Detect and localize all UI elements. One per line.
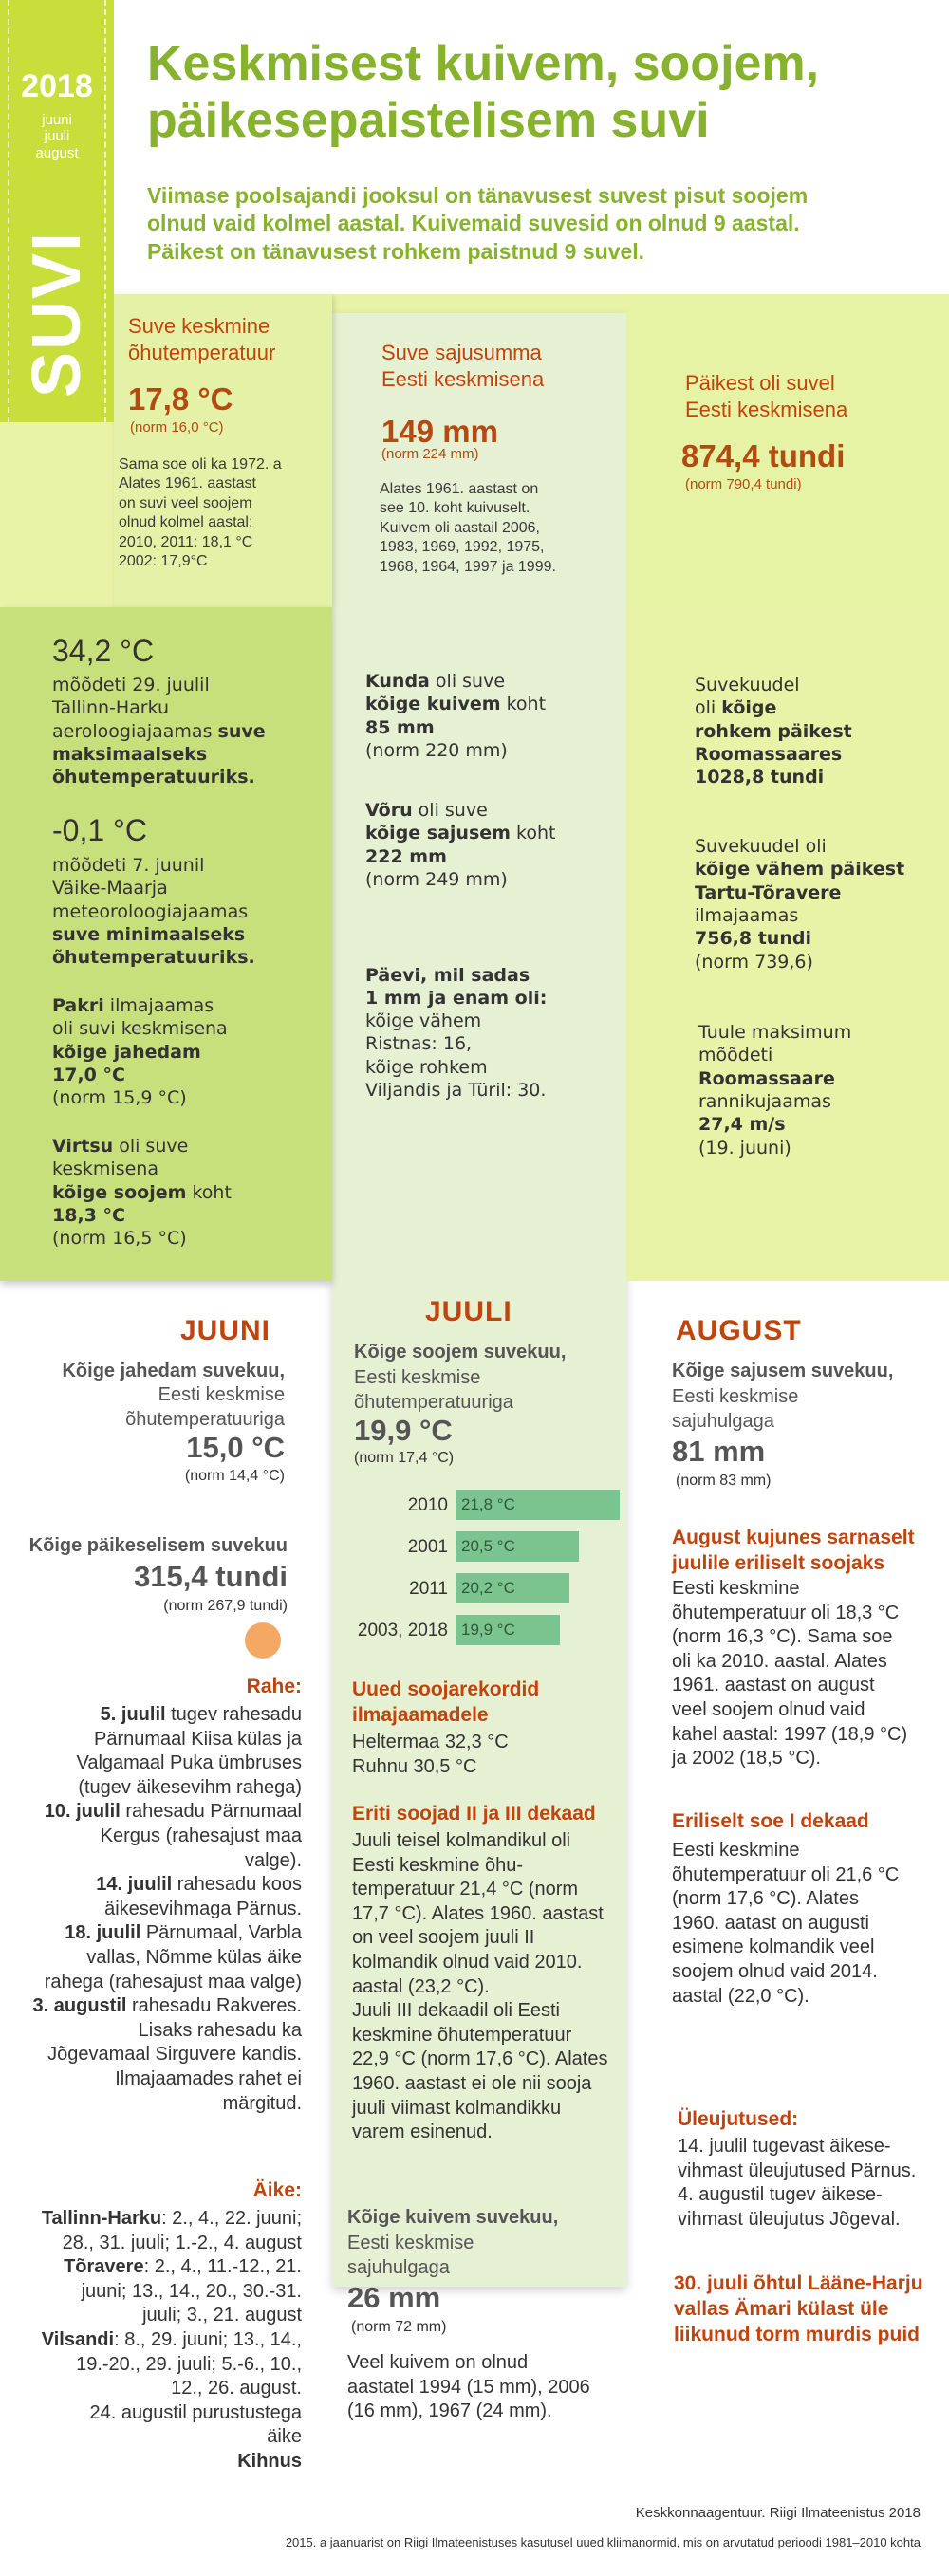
warmest-place-label: kõige soojem (52, 1181, 187, 1203)
hail-bold-2: 14. juulil (96, 1874, 173, 1896)
wettest-place: Võru (365, 800, 413, 821)
bar-value-label: 20,5 °C (461, 1537, 515, 1555)
thunder-text-2: : 8., 29. juuni; 13., 14., 19.-20., 29. juuli; 5.-6., 10., 12., 26. august. 24. augustil purustustega äike (76, 2328, 302, 2448)
june-cold-value: 15,0 °C (186, 1431, 285, 1464)
august-wet-sub: Eesti keskmise sajuhulgaga (672, 1386, 799, 1432)
hail-text (0, 1703, 302, 2116)
thunder-text (0, 2207, 302, 2474)
sun-heading: Päikest oli suvel Eesti keskmisena (685, 371, 848, 422)
wind-date: (19. juuni) (698, 1137, 791, 1158)
flood-heading: Üleujutused: (678, 2108, 799, 2130)
precip-norm: (norm 224 mm) (381, 446, 479, 462)
min-temp-text (52, 854, 327, 970)
coldest-place-norm: (norm 15,9 °C) (52, 1087, 187, 1109)
wettest-place-norm: (norm 249 mm) (365, 868, 508, 890)
bar (456, 1615, 560, 1645)
temperature-norm: (norm 16,0 °C) (130, 419, 224, 436)
norm-note: 2015. a jaanuarist on Riigi Ilmateenistuses kasutusel uued kliimanormid, mis on arvutatud perioodi 1981–2010 kohta (285, 2535, 921, 2549)
july-dry-value: 26 mm (347, 2281, 441, 2314)
bar-category-label: 2001 (407, 1537, 448, 1557)
wind-value: 27,4 m/s (698, 1114, 786, 1136)
driest-place: Kunda (365, 671, 430, 692)
wind-text-b: rannikujaamas (698, 1090, 831, 1112)
most-sun-text (695, 674, 941, 789)
driest-place-label: kõige kuivem (365, 694, 501, 715)
warmest-place-text-a: oli suve keskmisena (52, 1136, 189, 1180)
storm-text: 30. juuli õhtul Lääne-Harju vallas Ämari külast üle liikunud torm murdis puid (674, 2272, 923, 2345)
most-sun-label: kõige rohkem päikest Roomassaares 1028,8 tundi (695, 697, 852, 788)
most-sun-text-a: Suvekuudel oli (695, 675, 800, 719)
june-cold-heading: Kõige jahedam suvekuu, (62, 1361, 285, 1381)
min-temp-value: -0,1 °C (52, 813, 147, 847)
lead-text: Viimase poolsajandi jooksul on tänavusest suvest pisut soojem olnud vaid kolmel aastal. Kuivemaid suvesid on olnud 9 aastal. Päikest on tänavusest rohkem paistnud 9 suvel. (147, 183, 809, 264)
precip-note: Alates 1961. aastast on see 10. koht kuivuselt. Kuivem oli aastail 2006, 1983, 1969, 1992, 1975, 1968, 1964, 1997 ja 1999. (380, 481, 556, 575)
warmest-place-norm: (norm 16,5 °C) (52, 1228, 187, 1250)
thunder-bold-1: Tõravere (64, 2256, 144, 2278)
wind-text-a: Tuule maksimum mõõdeti (698, 1022, 852, 1066)
august-wet-value: 81 mm (672, 1435, 766, 1468)
bar (456, 1573, 569, 1603)
least-sun-text-b: ilmajaamas (695, 904, 799, 926)
hail-text-1: rahesadu Pärnumaal Kergus (rahesajust maa valge). (100, 1801, 302, 1871)
coldest-place-text-a: ilmajaamas oli suvi keskmisena (52, 995, 228, 1040)
august-wet-heading: Kõige sajusem suvekuu, (672, 1361, 894, 1381)
bar-value-label: 21,8 °C (461, 1495, 515, 1513)
thunder-text-1: : 2., 4., 11.-12., 21. juuni; 13., 14., 20., 30.-31. juuli; 3., 21. august (81, 2256, 302, 2326)
bar-category-label: 2003, 2018 (357, 1621, 448, 1640)
june-sun-norm: (norm 267,9 tundi) (163, 1598, 288, 1614)
thunder-text-0: : 2., 4., 22. juuni; 28., 31. juuli; 1.-2., 4. august (62, 2208, 302, 2253)
wettest-place-label: kõige sajusem (365, 823, 511, 844)
sun-icon (245, 1622, 281, 1659)
season-title: SUVI (19, 230, 95, 398)
max-temp-value: 34,2 °C (52, 634, 155, 668)
least-sun-text-a: Suvekuudel oli (695, 836, 827, 857)
hail-text-0: tugev rahesadu Pärnumaal Kiisa külas ja Valgamaal Puka ümbruses (tugev äikesevihm rahega) (76, 1704, 302, 1798)
coldest-place-label: kõige jahedam 17,0 °C (52, 1041, 201, 1085)
sun-value: 874,4 tundi (681, 438, 846, 473)
warmest-place-value: 18,3 °C (52, 1204, 125, 1226)
rain-days-text: kõige vähem Ristnas: 16, kõige rohkem Viljandis ja Türil: 30. (365, 1010, 547, 1101)
august-decade-text: Eesti keskmine õhutemperatuur oli 21,6 °C (norm 17,6 °C). Alates 1960. aatast on augusti esimene kolmandik veel soojem olnud vaid 2014. aastal (22,0 °C). (672, 1840, 900, 2007)
july-dry-sub: Eesti keskmise sajuhulgaga (347, 2233, 474, 2278)
months-label: juuni juuli august (35, 112, 79, 161)
sun-norm: (norm 790,4 tundi) (685, 476, 802, 492)
july-dry-heading: Kõige kuivem suvekuu, (347, 2207, 559, 2228)
july-warm-value: 19,9 °C (354, 1414, 453, 1447)
credit-text: Keskkonnaagentuur. Riigi Ilmateenistus 2018 (635, 2505, 921, 2521)
wettest-place-text-a: oli suve (418, 800, 488, 821)
thunder-bold-0: Tallinn-Harku (41, 2208, 162, 2229)
bar-value-label: 19,9 °C (461, 1621, 515, 1639)
warmest-place-text (52, 1135, 327, 1251)
bar-category-label: 2011 (409, 1579, 448, 1599)
warmest-place-text-b: koht (192, 1181, 232, 1203)
thunder-bold-2: Vilsandi (41, 2328, 115, 2350)
driest-place-norm: (norm 220 mm) (365, 739, 508, 761)
june-sun-value: 315,4 tundi (134, 1560, 288, 1593)
june-cold-sub: Eesti keskmise õhutemperatuuriga (125, 1384, 285, 1430)
july-decade-heading: Eriti soojad II ja III dekaad (352, 1803, 596, 1825)
bar (456, 1531, 579, 1562)
flood-text: 14. juulil tugevast äikese- vihmast üleujutused Pärnus. 4. augustil tugev äikese- vihmast üleujutus Jõgeval. (678, 2136, 917, 2230)
hail-text-2: rahesadu koos äikesevihmaga Pärnus. (104, 1874, 302, 1919)
hail-heading: Rahe: (246, 1676, 302, 1697)
hail-bold-4: 3. augustil (32, 1995, 127, 2017)
temperature-note: Sama soe oli ka 1972. a Alates 1961. aastast on suvi veel soojem olnud kolmel aastal: 2010, 2011: 18,1 °C 2002: 17,9°C (119, 456, 282, 570)
august-decade-heading: Eriliselt soe I dekaad (672, 1810, 869, 1832)
july-decade-text: Juuli teisel kolmandikul oli Eesti keskmine õhu- temperatuur 21,4 °C (norm 17,7 °C). Alates 1960. aastast on veel soojem juuli II kolmandik olnud vaid 2010. aastal (23,2 °C). Juuli III dekaadil oli Eesti keskmine õhutemperatuur 22,9 °C (norm 17,6 °C). Alates 1960. aastast ei ole nii sooja juuli viimast kolmandikku varem esinenud. (352, 1830, 608, 2143)
july-dry-text: Veel kuivem on olnud aastatel 1994 (15 mm), 2006 (16 mm), 1967 (24 mm). (347, 2352, 590, 2422)
min-temp-text-b: suve minimaalseks õhutemperatuuriks. (52, 923, 255, 969)
warm-july-chart (342, 1490, 617, 1670)
warmest-place: Virtsu (52, 1136, 114, 1157)
hail-bold-1: 10. juulil (44, 1801, 121, 1823)
thunder-bold-3: Kihnus (237, 2450, 302, 2472)
max-temp-text (52, 674, 327, 789)
records-text: Heltermaa 32,3 °C Ruhnu 30,5 °C (352, 1732, 509, 1777)
june-title: JUUNI (180, 1315, 271, 1346)
bar (456, 1490, 620, 1520)
july-warm-norm: (norm 17,4 °C) (354, 1450, 455, 1466)
bar-category-label: 2010 (407, 1495, 448, 1515)
records-heading: Uued soojarekordid ilmajaamadele (352, 1678, 540, 1726)
least-sun-norm: (norm 739,6) (695, 951, 813, 973)
hail-bold-3: 18. juulil (65, 1922, 141, 1944)
thunder-heading: Äike: (252, 2179, 302, 2201)
precip-value: 149 mm (381, 414, 498, 449)
min-temp-text-a: mõõdeti 7. juunil Väike-Maarja meteoroloogiajaamas (52, 855, 249, 922)
august-warm-heading: August kujunes sarnaselt juulile eriliselt soojaks (672, 1527, 915, 1574)
max-temp-text-a: mõõdeti 29. juulil Tallinn-Harku aeroloogiajaamas (52, 675, 213, 742)
hail-text-3: Pärnumaal, Varbla vallas, Nõmme külas äike rahega (rahesajust maa valge) (44, 1922, 302, 1992)
temperature-heading: Suve keskmine õhutemperatuur (128, 314, 276, 365)
hail-bold-0: 5. juulil (100, 1704, 166, 1725)
driest-place-text (365, 670, 622, 762)
temperature-value: 17,8 °C (128, 381, 233, 417)
driest-place-value: 85 mm (365, 716, 435, 738)
wettest-place-text (365, 799, 622, 891)
least-sun-value: 756,8 tundi (695, 928, 811, 950)
wind-place: Roomassaare (698, 1067, 835, 1089)
rain-days-heading: Päevi, mil sadas 1 mm ja enam oli: (365, 965, 548, 1010)
wettest-place-value: 222 mm (365, 845, 447, 867)
wettest-place-text-b: koht (516, 823, 556, 844)
july-warm-sub: Eesti keskmise õhutemperatuuriga (354, 1367, 513, 1413)
august-warm-text: Eesti keskmine õhutemperatuur oli 18,3 °C (norm 16,3 °C). Sama soe oli ka 2010. aastal. Alates 1961. aastast on august veel soojem olnud vaid kahel aastal: 1997 (18,9 °C) ja 2002 (18,5 °C). (672, 1578, 908, 1770)
hail-text-4: rahesadu Rakveres. Lisaks rahesadu ka Jõgevamaal Sirguvere kandis. Ilmajaamades rahet ei märgitud. (47, 1995, 302, 2114)
least-sun-text (695, 835, 946, 973)
coldest-place-text (52, 994, 327, 1110)
driest-place-text-a: oli suve (435, 671, 506, 692)
max-temp-text-b: suve maksimaalseks õhutemperatuuriks. (52, 720, 266, 788)
bar-value-label: 20,2 °C (461, 1579, 515, 1597)
driest-place-text-b: koht (506, 694, 547, 715)
june-cold-norm: (norm 14,4 °C) (184, 1468, 285, 1484)
coldest-place: Pakri (52, 995, 104, 1016)
august-wet-norm: (norm 83 mm) (676, 1473, 772, 1489)
july-title: JUULI (425, 1296, 512, 1327)
june-sun-heading: Kõige päikeselisem suvekuu (28, 1535, 288, 1556)
august-title: AUGUST (676, 1315, 802, 1346)
year-label: 2018 (21, 68, 93, 104)
july-dry-norm: (norm 72 mm) (351, 2319, 447, 2335)
wind-text (698, 1021, 945, 1159)
least-sun-label: kõige vähem päikest Tartu-Tõravere (695, 859, 905, 903)
july-warm-heading: Kõige soojem suvekuu, (354, 1342, 567, 1362)
precip-heading: Suve sajusumma Eesti keskmisena (381, 341, 545, 392)
page-title: Keskmisest kuivem, soojem, päikesepaistelisem suvi (147, 36, 820, 148)
